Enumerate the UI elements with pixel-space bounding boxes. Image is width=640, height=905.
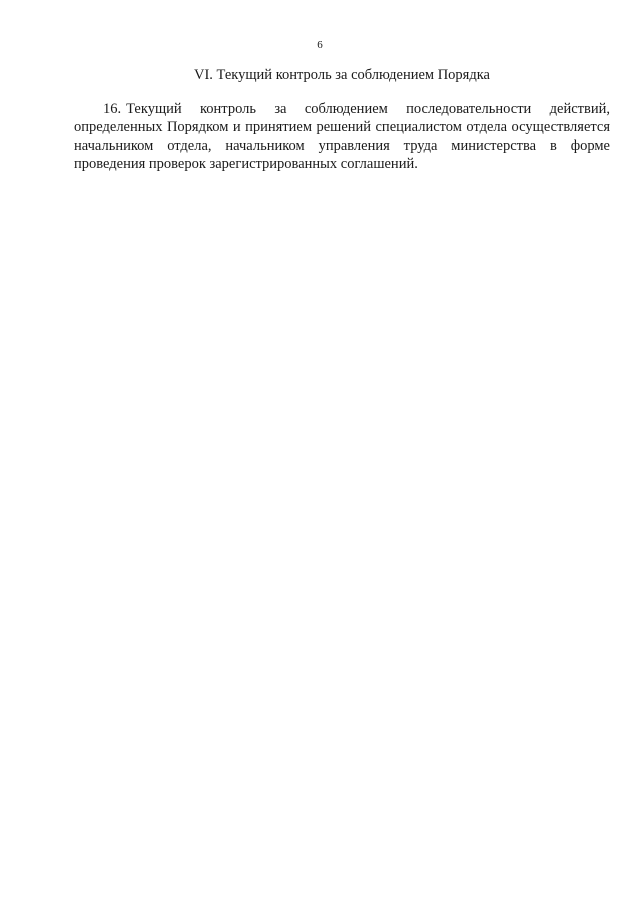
paragraph-text: Текущий контроль за соблюдением последовательности действий, определенных Порядком и принятием решений специалистом отдела осуществляется начальником отдела, начальником управления труда министерства в форме проведения проверок зарегистрированных соглашений.	[74, 101, 610, 172]
section-heading: VI. Текущий контроль за соблюдением Порядка	[194, 67, 490, 83]
page-number: 6	[317, 39, 323, 51]
paragraph-16	[74, 100, 610, 173]
paragraph-number: 16.	[103, 101, 122, 117]
